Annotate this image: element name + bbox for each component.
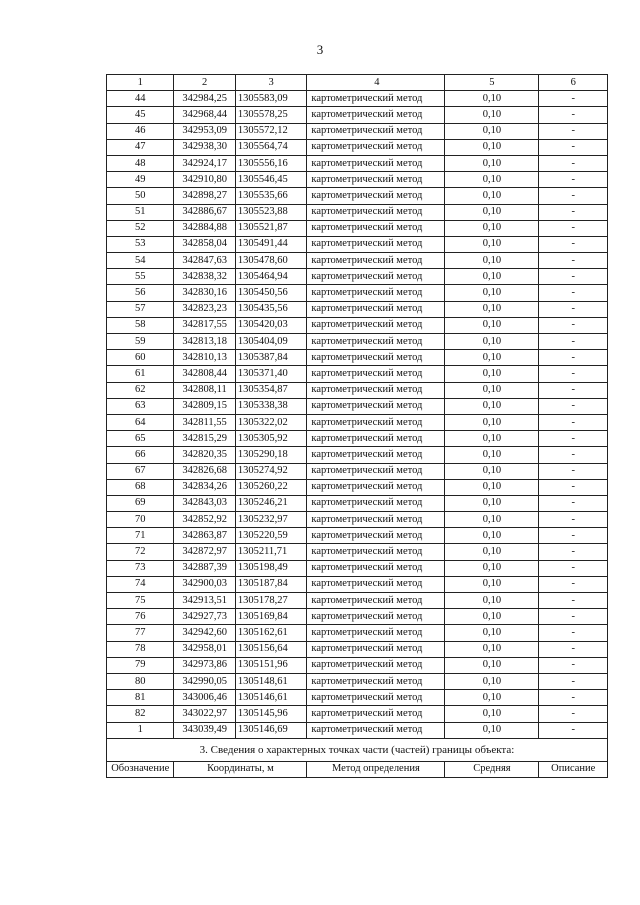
accuracy-cell: 0,10 [445, 334, 539, 350]
table-row [107, 544, 608, 560]
accuracy-cell: 0,10 [445, 544, 539, 560]
table-row [107, 285, 608, 301]
table-row [107, 350, 608, 366]
method-cell: картометрический метод [307, 690, 445, 706]
table-row [107, 253, 608, 269]
method-cell: картометрический метод [307, 706, 445, 722]
accuracy-cell: 0,10 [445, 301, 539, 317]
point-number-cell: 81 [107, 690, 174, 706]
accuracy-cell: 0,10 [445, 317, 539, 333]
point-number-cell: 75 [107, 593, 174, 609]
table-row [107, 220, 608, 236]
point-number-cell: 44 [107, 91, 174, 107]
table-body [107, 91, 608, 739]
table-row [107, 722, 608, 738]
point-number-cell: 64 [107, 414, 174, 430]
method-cell: картометрический метод [307, 317, 445, 333]
method-cell: картометрический метод [307, 479, 445, 495]
method-cell: картометрический метод [307, 447, 445, 463]
point-number-cell: 71 [107, 528, 174, 544]
accuracy-cell: 0,10 [445, 722, 539, 738]
description-cell: - [539, 139, 608, 155]
point-number-cell: 51 [107, 204, 174, 220]
table-row [107, 269, 608, 285]
method-cell: картометрический метод [307, 431, 445, 447]
table-row [107, 706, 608, 722]
accuracy-cell: 0,10 [445, 139, 539, 155]
table-row [107, 625, 608, 641]
y-coordinate-cell: 1305478,60 [235, 253, 307, 269]
accuracy-cell: 0,10 [445, 495, 539, 511]
x-coordinate-cell: 342809,15 [174, 398, 235, 414]
accuracy-cell: 0,10 [445, 204, 539, 220]
accuracy-cell: 0,10 [445, 479, 539, 495]
table-row [107, 593, 608, 609]
y-coordinate-cell: 1305491,44 [235, 236, 307, 252]
y-coordinate-cell: 1305450,56 [235, 285, 307, 301]
description-cell: - [539, 107, 608, 123]
description-cell: - [539, 495, 608, 511]
header-cell-4: 4 [307, 75, 445, 91]
table-header-row [107, 75, 608, 91]
y-coordinate-cell: 1305578,25 [235, 107, 307, 123]
method-cell: картометрический метод [307, 495, 445, 511]
table-row [107, 495, 608, 511]
description-cell: - [539, 123, 608, 139]
x-coordinate-cell: 342887,39 [174, 560, 235, 576]
y-coordinate-cell: 1305572,12 [235, 123, 307, 139]
point-number-cell: 74 [107, 576, 174, 592]
column-description: Описание [539, 761, 608, 777]
y-coordinate-cell: 1305145,96 [235, 706, 307, 722]
point-number-cell: 59 [107, 334, 174, 350]
table-row [107, 609, 608, 625]
accuracy-cell: 0,10 [445, 107, 539, 123]
x-coordinate-cell: 342813,18 [174, 334, 235, 350]
y-coordinate-cell: 1305290,18 [235, 447, 307, 463]
point-number-cell: 66 [107, 447, 174, 463]
section-title-row [107, 738, 608, 761]
table-row [107, 91, 608, 107]
description-cell: - [539, 382, 608, 398]
column-method: Метод определения [307, 761, 445, 777]
description-cell: - [539, 414, 608, 430]
x-coordinate-cell: 342843,03 [174, 495, 235, 511]
point-number-cell: 77 [107, 625, 174, 641]
accuracy-cell: 0,10 [445, 172, 539, 188]
coordinates-table [106, 74, 608, 778]
y-coordinate-cell: 1305274,92 [235, 463, 307, 479]
x-coordinate-cell: 342815,29 [174, 431, 235, 447]
point-number-cell: 47 [107, 139, 174, 155]
method-cell: картометрический метод [307, 107, 445, 123]
accuracy-cell: 0,10 [445, 528, 539, 544]
description-cell: - [539, 576, 608, 592]
description-cell: - [539, 431, 608, 447]
x-coordinate-cell: 342826,68 [174, 463, 235, 479]
accuracy-cell: 0,10 [445, 220, 539, 236]
x-coordinate-cell: 342973,86 [174, 657, 235, 673]
accuracy-cell: 0,10 [445, 641, 539, 657]
x-coordinate-cell: 342898,27 [174, 188, 235, 204]
y-coordinate-cell: 1305521,87 [235, 220, 307, 236]
point-number-cell: 82 [107, 706, 174, 722]
x-coordinate-cell: 342808,11 [174, 382, 235, 398]
method-cell: картометрический метод [307, 722, 445, 738]
x-coordinate-cell: 343006,46 [174, 690, 235, 706]
table-row [107, 398, 608, 414]
method-cell: картометрический метод [307, 285, 445, 301]
method-cell: картометрический метод [307, 657, 445, 673]
method-cell: картометрический метод [307, 414, 445, 430]
description-cell: - [539, 204, 608, 220]
point-number-cell: 1 [107, 722, 174, 738]
point-number-cell: 73 [107, 560, 174, 576]
x-coordinate-cell: 342984,25 [174, 91, 235, 107]
accuracy-cell: 0,10 [445, 463, 539, 479]
method-cell: картометрический метод [307, 641, 445, 657]
method-cell: картометрический метод [307, 382, 445, 398]
point-number-cell: 54 [107, 253, 174, 269]
accuracy-cell: 0,10 [445, 155, 539, 171]
table-row [107, 123, 608, 139]
point-number-cell: 65 [107, 431, 174, 447]
accuracy-cell: 0,10 [445, 673, 539, 689]
x-coordinate-cell: 342938,30 [174, 139, 235, 155]
method-cell: картометрический метод [307, 544, 445, 560]
table-row [107, 528, 608, 544]
description-cell: - [539, 350, 608, 366]
method-cell: картометрический метод [307, 253, 445, 269]
description-cell: - [539, 398, 608, 414]
description-cell: - [539, 172, 608, 188]
table-row [107, 139, 608, 155]
method-cell: картометрический метод [307, 269, 445, 285]
y-coordinate-cell: 1305546,45 [235, 172, 307, 188]
description-cell: - [539, 220, 608, 236]
x-coordinate-cell: 342810,13 [174, 350, 235, 366]
y-coordinate-cell: 1305583,09 [235, 91, 307, 107]
method-cell: картометрический метод [307, 188, 445, 204]
accuracy-cell: 0,10 [445, 625, 539, 641]
accuracy-cell: 0,10 [445, 657, 539, 673]
x-coordinate-cell: 342990,05 [174, 673, 235, 689]
accuracy-cell: 0,10 [445, 188, 539, 204]
x-coordinate-cell: 343022,97 [174, 706, 235, 722]
accuracy-cell: 0,10 [445, 560, 539, 576]
method-cell: картометрический метод [307, 593, 445, 609]
column-coordinates: Координаты, м [174, 761, 307, 777]
y-coordinate-cell: 1305151,96 [235, 657, 307, 673]
accuracy-cell: 0,10 [445, 706, 539, 722]
description-cell: - [539, 334, 608, 350]
description-cell: - [539, 512, 608, 528]
table-row [107, 657, 608, 673]
table-row [107, 317, 608, 333]
x-coordinate-cell: 342924,17 [174, 155, 235, 171]
point-number-cell: 50 [107, 188, 174, 204]
table-row [107, 560, 608, 576]
header-cell-1: 1 [107, 75, 174, 91]
point-number-cell: 61 [107, 366, 174, 382]
description-cell: - [539, 673, 608, 689]
method-cell: картометрический метод [307, 366, 445, 382]
point-number-cell: 68 [107, 479, 174, 495]
point-number-cell: 79 [107, 657, 174, 673]
y-coordinate-cell: 1305523,88 [235, 204, 307, 220]
x-coordinate-cell: 342958,01 [174, 641, 235, 657]
page-number: 3 [316, 42, 324, 57]
description-cell: - [539, 253, 608, 269]
accuracy-cell: 0,10 [445, 447, 539, 463]
description-cell: - [539, 301, 608, 317]
method-cell: картометрический метод [307, 673, 445, 689]
accuracy-cell: 0,10 [445, 609, 539, 625]
description-cell: - [539, 609, 608, 625]
y-coordinate-cell: 1305198,49 [235, 560, 307, 576]
accuracy-cell: 0,10 [445, 253, 539, 269]
accuracy-cell: 0,10 [445, 123, 539, 139]
x-coordinate-cell: 342863,87 [174, 528, 235, 544]
description-cell: - [539, 528, 608, 544]
point-number-cell: 63 [107, 398, 174, 414]
description-cell: - [539, 657, 608, 673]
point-number-cell: 62 [107, 382, 174, 398]
y-coordinate-cell: 1305535,66 [235, 188, 307, 204]
table-row [107, 172, 608, 188]
x-coordinate-cell: 342884,88 [174, 220, 235, 236]
x-coordinate-cell: 343039,49 [174, 722, 235, 738]
method-cell: картометрический метод [307, 350, 445, 366]
method-cell: картометрический метод [307, 155, 445, 171]
x-coordinate-cell: 342910,80 [174, 172, 235, 188]
description-cell: - [539, 593, 608, 609]
y-coordinate-cell: 1305420,03 [235, 317, 307, 333]
y-coordinate-cell: 1305187,84 [235, 576, 307, 592]
description-cell: - [539, 722, 608, 738]
y-coordinate-cell: 1305371,40 [235, 366, 307, 382]
x-coordinate-cell: 342858,04 [174, 236, 235, 252]
y-coordinate-cell: 1305464,94 [235, 269, 307, 285]
description-cell: - [539, 560, 608, 576]
accuracy-cell: 0,10 [445, 269, 539, 285]
table-row [107, 366, 608, 382]
description-cell: - [539, 236, 608, 252]
accuracy-cell: 0,10 [445, 414, 539, 430]
header-cell-5: 5 [445, 75, 539, 91]
y-coordinate-cell: 1305404,09 [235, 334, 307, 350]
y-coordinate-cell: 1305156,64 [235, 641, 307, 657]
accuracy-cell: 0,10 [445, 512, 539, 528]
table-row [107, 236, 608, 252]
table-row [107, 463, 608, 479]
y-coordinate-cell: 1305211,71 [235, 544, 307, 560]
point-number-cell: 56 [107, 285, 174, 301]
table-row [107, 382, 608, 398]
table-row [107, 512, 608, 528]
x-coordinate-cell: 342847,63 [174, 253, 235, 269]
y-coordinate-cell: 1305178,27 [235, 593, 307, 609]
x-coordinate-cell: 342927,73 [174, 609, 235, 625]
x-coordinate-cell: 342886,67 [174, 204, 235, 220]
y-coordinate-cell: 1305220,59 [235, 528, 307, 544]
column-mean: Средняя [445, 761, 539, 777]
accuracy-cell: 0,10 [445, 576, 539, 592]
description-cell: - [539, 706, 608, 722]
table-row [107, 334, 608, 350]
point-number-cell: 70 [107, 512, 174, 528]
y-coordinate-cell: 1305305,92 [235, 431, 307, 447]
point-number-cell: 45 [107, 107, 174, 123]
method-cell: картометрический метод [307, 560, 445, 576]
table-row [107, 204, 608, 220]
point-number-cell: 49 [107, 172, 174, 188]
method-cell: картометрический метод [307, 91, 445, 107]
x-coordinate-cell: 342808,44 [174, 366, 235, 382]
x-coordinate-cell: 342834,26 [174, 479, 235, 495]
x-coordinate-cell: 342953,09 [174, 123, 235, 139]
table-row [107, 447, 608, 463]
accuracy-cell: 0,10 [445, 350, 539, 366]
description-cell: - [539, 285, 608, 301]
y-coordinate-cell: 1305354,87 [235, 382, 307, 398]
method-cell: картометрический метод [307, 139, 445, 155]
method-cell: картометрический метод [307, 528, 445, 544]
method-cell: картометрический метод [307, 609, 445, 625]
table-row [107, 479, 608, 495]
x-coordinate-cell: 342913,51 [174, 593, 235, 609]
point-number-cell: 57 [107, 301, 174, 317]
description-cell: - [539, 690, 608, 706]
column-designation: Обозначение [107, 761, 174, 777]
accuracy-cell: 0,10 [445, 91, 539, 107]
y-coordinate-cell: 1305338,38 [235, 398, 307, 414]
table-row [107, 107, 608, 123]
y-coordinate-cell: 1305162,61 [235, 625, 307, 641]
accuracy-cell: 0,10 [445, 690, 539, 706]
y-coordinate-cell: 1305146,69 [235, 722, 307, 738]
y-coordinate-cell: 1305148,61 [235, 673, 307, 689]
x-coordinate-cell: 342817,55 [174, 317, 235, 333]
x-coordinate-cell: 342838,32 [174, 269, 235, 285]
point-number-cell: 46 [107, 123, 174, 139]
y-coordinate-cell: 1305322,02 [235, 414, 307, 430]
y-coordinate-cell: 1305564,74 [235, 139, 307, 155]
point-number-cell: 60 [107, 350, 174, 366]
point-number-cell: 80 [107, 673, 174, 689]
method-cell: картометрический метод [307, 463, 445, 479]
x-coordinate-cell: 342830,16 [174, 285, 235, 301]
y-coordinate-cell: 1305146,61 [235, 690, 307, 706]
accuracy-cell: 0,10 [445, 236, 539, 252]
point-number-cell: 72 [107, 544, 174, 560]
accuracy-cell: 0,10 [445, 382, 539, 398]
description-cell: - [539, 91, 608, 107]
x-coordinate-cell: 342942,60 [174, 625, 235, 641]
point-number-cell: 76 [107, 609, 174, 625]
description-cell: - [539, 317, 608, 333]
x-coordinate-cell: 342900,03 [174, 576, 235, 592]
point-number-cell: 69 [107, 495, 174, 511]
table-row [107, 431, 608, 447]
method-cell: картометрический метод [307, 512, 445, 528]
section-title: 3. Сведения о характерных точках части (частей) границы объекта: [107, 738, 608, 761]
point-number-cell: 48 [107, 155, 174, 171]
y-coordinate-cell: 1305435,56 [235, 301, 307, 317]
table-row [107, 690, 608, 706]
method-cell: картометрический метод [307, 204, 445, 220]
table-row [107, 576, 608, 592]
method-cell: картометрический метод [307, 334, 445, 350]
table-row [107, 641, 608, 657]
description-cell: - [539, 188, 608, 204]
method-cell: картометрический метод [307, 576, 445, 592]
description-cell: - [539, 366, 608, 382]
header-cell-3: 3 [235, 75, 307, 91]
accuracy-cell: 0,10 [445, 285, 539, 301]
method-cell: картометрический метод [307, 172, 445, 188]
x-coordinate-cell: 342823,23 [174, 301, 235, 317]
x-coordinate-cell: 342852,92 [174, 512, 235, 528]
accuracy-cell: 0,10 [445, 398, 539, 414]
method-cell: картометрический метод [307, 398, 445, 414]
accuracy-cell: 0,10 [445, 431, 539, 447]
description-cell: - [539, 447, 608, 463]
x-coordinate-cell: 342968,44 [174, 107, 235, 123]
description-cell: - [539, 269, 608, 285]
method-cell: картометрический метод [307, 625, 445, 641]
y-coordinate-cell: 1305556,16 [235, 155, 307, 171]
point-number-cell: 55 [107, 269, 174, 285]
point-number-cell: 78 [107, 641, 174, 657]
point-number-cell: 58 [107, 317, 174, 333]
point-number-cell: 52 [107, 220, 174, 236]
table-row [107, 673, 608, 689]
description-cell: - [539, 479, 608, 495]
table-row [107, 414, 608, 430]
table-row [107, 155, 608, 171]
accuracy-cell: 0,10 [445, 366, 539, 382]
y-coordinate-cell: 1305387,84 [235, 350, 307, 366]
section-columns-row [107, 761, 608, 777]
header-cell-2: 2 [174, 75, 235, 91]
x-coordinate-cell: 342872,97 [174, 544, 235, 560]
description-cell: - [539, 544, 608, 560]
description-cell: - [539, 463, 608, 479]
method-cell: картометрический метод [307, 123, 445, 139]
y-coordinate-cell: 1305232,97 [235, 512, 307, 528]
method-cell: картометрический метод [307, 301, 445, 317]
x-coordinate-cell: 342820,35 [174, 447, 235, 463]
table-row [107, 301, 608, 317]
y-coordinate-cell: 1305246,21 [235, 495, 307, 511]
y-coordinate-cell: 1305169,84 [235, 609, 307, 625]
accuracy-cell: 0,10 [445, 593, 539, 609]
x-coordinate-cell: 342811,55 [174, 414, 235, 430]
y-coordinate-cell: 1305260,22 [235, 479, 307, 495]
header-cell-6: 6 [539, 75, 608, 91]
description-cell: - [539, 625, 608, 641]
description-cell: - [539, 155, 608, 171]
point-number-cell: 67 [107, 463, 174, 479]
point-number-cell: 53 [107, 236, 174, 252]
method-cell: картометрический метод [307, 220, 445, 236]
description-cell: - [539, 641, 608, 657]
table-row [107, 188, 608, 204]
method-cell: картометрический метод [307, 236, 445, 252]
